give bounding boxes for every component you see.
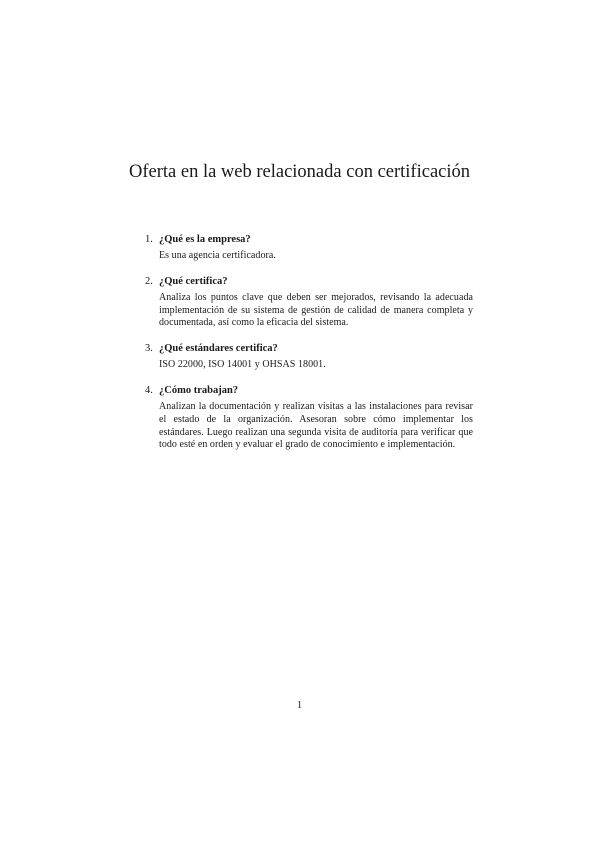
item-number: 4. <box>145 384 153 396</box>
question-item <box>145 342 473 372</box>
question-heading: ¿Cómo trabajan? <box>159 384 239 396</box>
document-title: Oferta en la web relacionada con certificación <box>128 162 471 182</box>
answer-text: Analizan la documentación y realizan visitas a las instalaciones para revisar el estado de la organización. Asesoran sobre cómo implementar los estándares. Luego realizan una segunda visita de auditoría para verificar que todo esté en orden y evaluar el grado de conocimiento e implementación. <box>159 400 473 451</box>
question-item <box>145 275 473 330</box>
question-list <box>145 233 473 464</box>
question-item <box>145 384 473 452</box>
item-number: 2. <box>145 275 153 287</box>
item-number: 3. <box>145 343 153 355</box>
question-heading: ¿Qué estándares certifica? <box>159 343 278 355</box>
answer-text: ISO 22000, ISO 14001 y OHSAS 18001. <box>159 359 326 371</box>
page-number: 1 <box>296 700 303 711</box>
question-item <box>145 233 473 263</box>
answer-text: Analiza los puntos clave que deben ser mejorados, revisando la adecuada implementación de su sistema de gestión de calidad de manera completa y documentada, así como la eficacia del sistema. <box>159 291 473 329</box>
answer-text: Es una agencia certificadora. <box>159 250 276 261</box>
item-number: 1. <box>145 234 153 245</box>
question-heading: ¿Qué es la empresa? <box>159 234 251 245</box>
question-heading: ¿Qué certifica? <box>159 275 228 287</box>
